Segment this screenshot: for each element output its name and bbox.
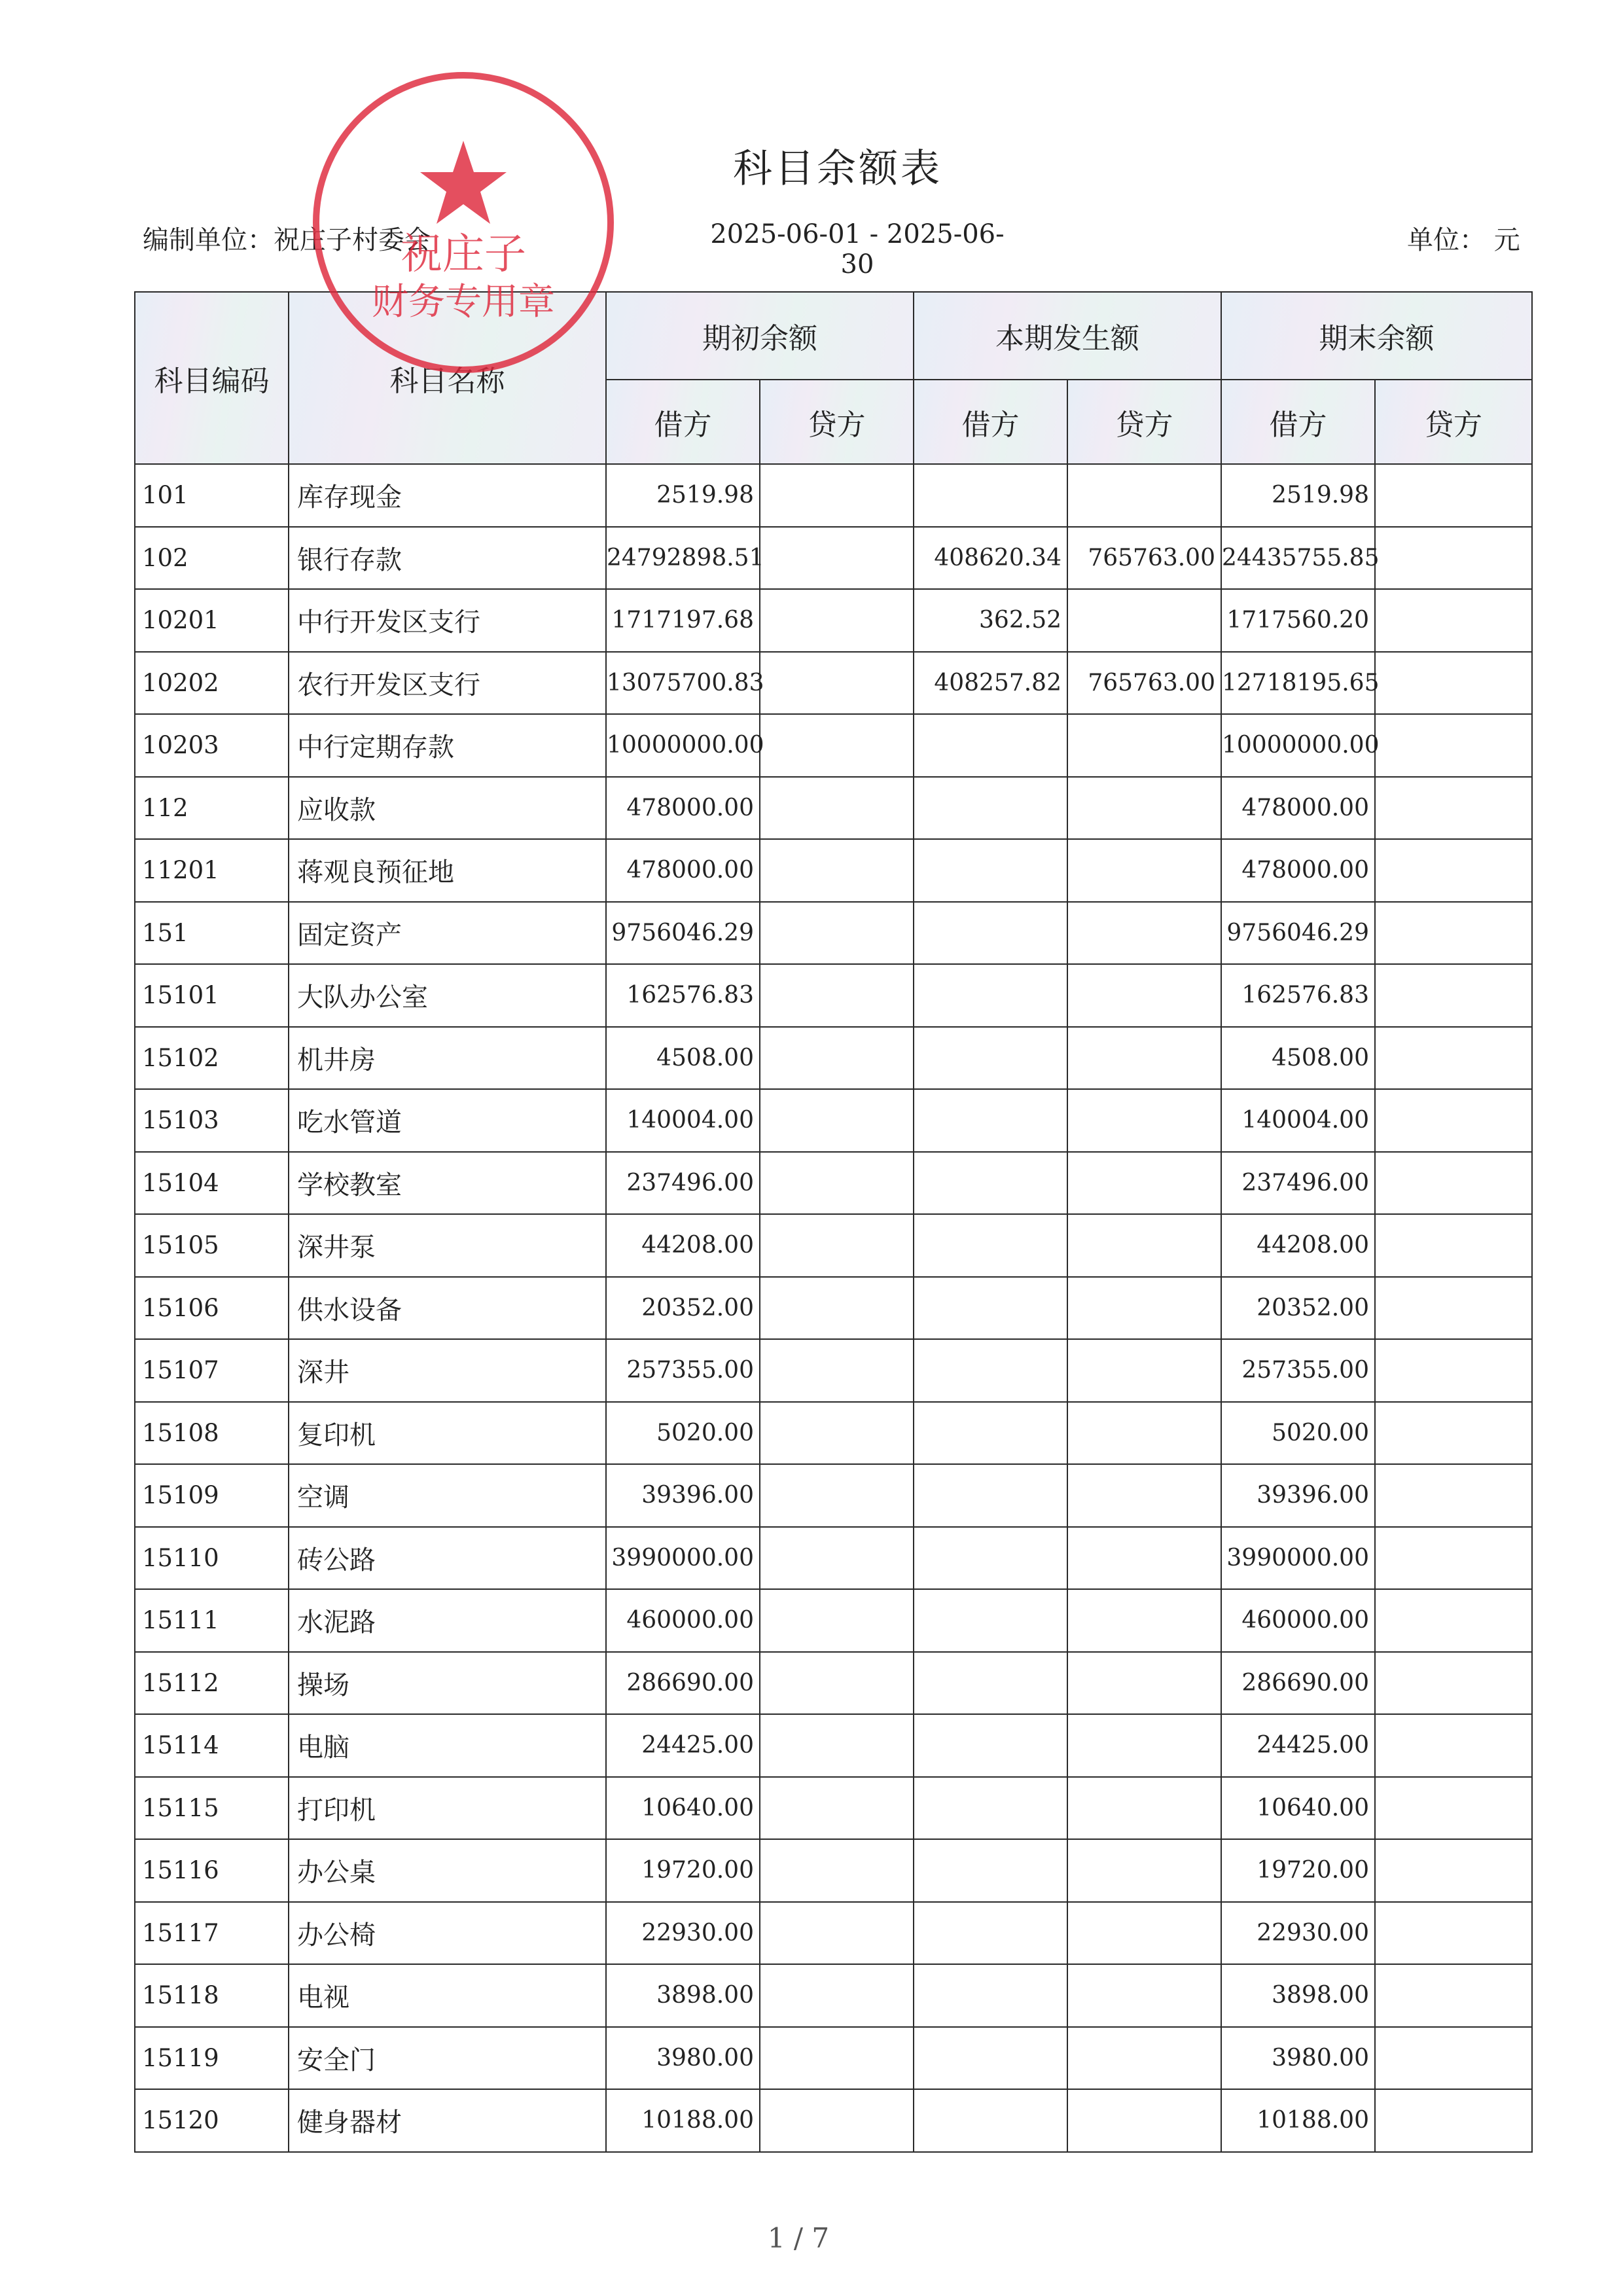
header-period-amount: 本期发生额 <box>914 292 1221 380</box>
opening-debit-cell: 478000.00 <box>606 839 760 902</box>
account-code-cell: 15105 <box>135 1214 289 1277</box>
opening-credit-cell <box>760 1589 914 1652</box>
period-debit-cell <box>914 1902 1067 1965</box>
account-name-cell: 吃水管道 <box>289 1089 606 1152</box>
opening-credit-cell <box>760 1839 914 1902</box>
opening-credit-cell <box>760 464 914 527</box>
period-credit-cell <box>1067 1277 1221 1340</box>
period-credit-cell <box>1067 777 1221 840</box>
account-name-cell: 砖公路 <box>289 1527 606 1590</box>
period-debit-cell: 408257.82 <box>914 652 1067 715</box>
period-debit-cell <box>914 2089 1067 2152</box>
account-name-cell: 深井泵 <box>289 1214 606 1277</box>
closing-credit-cell <box>1375 964 1532 1027</box>
period-credit-cell <box>1067 964 1221 1027</box>
period-debit-cell <box>914 1214 1067 1277</box>
opening-credit-cell <box>760 839 914 902</box>
header-account-name: 科目名称 <box>289 292 606 464</box>
account-name-cell: 深井 <box>289 1339 606 1402</box>
table-row <box>135 1214 1532 1277</box>
period-debit-cell <box>914 964 1067 1027</box>
period-credit-cell <box>1067 464 1221 527</box>
closing-credit-cell <box>1375 1527 1532 1590</box>
period-debit-cell <box>914 1402 1067 1465</box>
table-row <box>135 1089 1532 1152</box>
account-name-cell: 应收款 <box>289 777 606 840</box>
header-opening-debit: 借方 <box>606 380 760 464</box>
header-closing-credit: 贷方 <box>1375 380 1532 464</box>
account-code-cell: 15108 <box>135 1402 289 1465</box>
header-closing-debit: 借方 <box>1221 380 1375 464</box>
period-credit-cell <box>1067 1839 1221 1902</box>
closing-credit-cell <box>1375 1777 1532 1840</box>
closing-debit-cell: 478000.00 <box>1221 839 1375 902</box>
opening-credit-cell <box>760 2027 914 2090</box>
account-name-cell: 电视 <box>289 1964 606 2027</box>
table-row <box>135 839 1532 902</box>
period-range: 2025-06-01 - 2025-06-30 <box>710 219 1005 279</box>
period-debit-cell <box>914 777 1067 840</box>
closing-debit-cell: 460000.00 <box>1221 1589 1375 1652</box>
opening-credit-cell <box>760 527 914 590</box>
period-debit-cell <box>914 1027 1067 1090</box>
table-row <box>135 777 1532 840</box>
opening-credit-cell <box>760 714 914 777</box>
period-credit-cell <box>1067 1964 1221 2027</box>
opening-credit-cell <box>760 1027 914 1090</box>
account-code-cell: 15103 <box>135 1089 289 1152</box>
table-row <box>135 464 1532 527</box>
period-debit-cell <box>914 1589 1067 1652</box>
closing-debit-cell: 24435755.85 <box>1221 527 1375 590</box>
closing-debit-cell: 478000.00 <box>1221 777 1375 840</box>
closing-credit-cell <box>1375 589 1532 652</box>
period-credit-cell: 765763.00 <box>1067 652 1221 715</box>
period-credit-cell <box>1067 1527 1221 1590</box>
period-credit-cell <box>1067 1152 1221 1215</box>
opening-debit-cell: 24792898.51 <box>606 527 760 590</box>
period-debit-cell <box>914 1839 1067 1902</box>
balance-table <box>134 291 1533 2153</box>
period-credit-cell <box>1067 1339 1221 1402</box>
account-code-cell: 15101 <box>135 964 289 1027</box>
table-row <box>135 1027 1532 1090</box>
closing-debit-cell: 257355.00 <box>1221 1339 1375 1402</box>
opening-credit-cell <box>760 652 914 715</box>
account-name-cell: 机井房 <box>289 1027 606 1090</box>
closing-credit-cell <box>1375 1964 1532 2027</box>
opening-credit-cell <box>760 902 914 965</box>
account-code-cell: 15110 <box>135 1527 289 1590</box>
closing-debit-cell: 10000000.00 <box>1221 714 1375 777</box>
header-period-debit: 借方 <box>914 380 1067 464</box>
account-name-cell: 蒋观良预征地 <box>289 839 606 902</box>
period-credit-cell <box>1067 1402 1221 1465</box>
table-row <box>135 1589 1532 1652</box>
opening-debit-cell: 10188.00 <box>606 2089 760 2152</box>
header-account-code: 科目编码 <box>135 292 289 464</box>
table-body <box>135 464 1532 2152</box>
closing-credit-cell <box>1375 1402 1532 1465</box>
account-name-cell: 水泥路 <box>289 1589 606 1652</box>
table-row <box>135 964 1532 1027</box>
period-debit-cell <box>914 1527 1067 1590</box>
account-name-cell: 学校教室 <box>289 1152 606 1215</box>
account-code-cell: 10203 <box>135 714 289 777</box>
table-row <box>135 1902 1532 1965</box>
opening-credit-cell <box>760 1527 914 1590</box>
period-debit-cell <box>914 1152 1067 1215</box>
opening-debit-cell: 39396.00 <box>606 1464 760 1527</box>
closing-debit-cell: 10640.00 <box>1221 1777 1375 1840</box>
period-debit-cell <box>914 1777 1067 1840</box>
account-name-cell: 操场 <box>289 1652 606 1715</box>
account-name-cell: 办公桌 <box>289 1839 606 1902</box>
table-row <box>135 1464 1532 1527</box>
table-row <box>135 1402 1532 1465</box>
closing-debit-cell: 39396.00 <box>1221 1464 1375 1527</box>
period-debit-cell <box>914 839 1067 902</box>
page-indicator: 1 / 7 <box>767 2222 830 2254</box>
closing-credit-cell <box>1375 1714 1532 1777</box>
closing-credit-cell <box>1375 1339 1532 1402</box>
account-code-cell: 15119 <box>135 2027 289 2090</box>
closing-credit-cell <box>1375 1652 1532 1715</box>
opening-debit-cell: 10000000.00 <box>606 714 760 777</box>
period-debit-cell <box>914 714 1067 777</box>
period-credit-cell: 765763.00 <box>1067 527 1221 590</box>
account-name-cell: 健身器材 <box>289 2089 606 2152</box>
table-row <box>135 652 1532 715</box>
period-debit-cell <box>914 1964 1067 2027</box>
opening-debit-cell: 140004.00 <box>606 1089 760 1152</box>
opening-credit-cell <box>760 1339 914 1402</box>
opening-credit-cell <box>760 1277 914 1340</box>
opening-credit-cell <box>760 964 914 1027</box>
opening-credit-cell <box>760 1902 914 1965</box>
opening-debit-cell: 13075700.83 <box>606 652 760 715</box>
opening-debit-cell: 286690.00 <box>606 1652 760 1715</box>
opening-debit-cell: 1717197.68 <box>606 589 760 652</box>
closing-credit-cell <box>1375 1839 1532 1902</box>
period-credit-cell <box>1067 2027 1221 2090</box>
account-name-cell: 银行存款 <box>289 527 606 590</box>
account-name-cell: 库存现金 <box>289 464 606 527</box>
account-name-cell: 供水设备 <box>289 1277 606 1340</box>
period-credit-cell <box>1067 2089 1221 2152</box>
closing-credit-cell <box>1375 527 1532 590</box>
closing-credit-cell <box>1375 902 1532 965</box>
account-code-cell: 15107 <box>135 1339 289 1402</box>
seal-graphic <box>319 79 607 367</box>
table-row <box>135 2027 1532 2090</box>
period-debit-cell <box>914 1714 1067 1777</box>
closing-debit-cell: 1717560.20 <box>1221 589 1375 652</box>
closing-debit-cell: 3990000.00 <box>1221 1527 1375 1590</box>
account-code-cell: 112 <box>135 777 289 840</box>
header-opening-credit: 贷方 <box>760 380 914 464</box>
opening-credit-cell <box>760 1714 914 1777</box>
seal-purpose: 财务专用章 <box>372 281 555 323</box>
opening-credit-cell <box>760 777 914 840</box>
closing-debit-cell: 44208.00 <box>1221 1214 1375 1277</box>
opening-debit-cell: 10640.00 <box>606 1777 760 1840</box>
closing-credit-cell <box>1375 464 1532 527</box>
account-code-cell: 15109 <box>135 1464 289 1527</box>
account-code-cell: 15115 <box>135 1777 289 1840</box>
period-debit-cell <box>914 1277 1067 1340</box>
opening-debit-cell: 2519.98 <box>606 464 760 527</box>
closing-credit-cell <box>1375 777 1532 840</box>
account-name-cell: 安全门 <box>289 2027 606 2090</box>
opening-credit-cell <box>760 1464 914 1527</box>
opening-credit-cell <box>760 1152 914 1215</box>
opening-debit-cell: 257355.00 <box>606 1339 760 1402</box>
closing-debit-cell: 20352.00 <box>1221 1277 1375 1340</box>
opening-debit-cell: 478000.00 <box>606 777 760 840</box>
opening-debit-cell: 19720.00 <box>606 1839 760 1902</box>
closing-debit-cell: 19720.00 <box>1221 1839 1375 1902</box>
opening-debit-cell: 162576.83 <box>606 964 760 1027</box>
period-debit-cell: 362.52 <box>914 589 1067 652</box>
account-code-cell: 15111 <box>135 1589 289 1652</box>
period-credit-cell <box>1067 1214 1221 1277</box>
account-code-cell: 15114 <box>135 1714 289 1777</box>
account-code-cell: 15104 <box>135 1152 289 1215</box>
period-credit-cell <box>1067 902 1221 965</box>
period-debit-cell <box>914 902 1067 965</box>
account-name-cell: 农行开发区支行 <box>289 652 606 715</box>
table-row <box>135 1964 1532 2027</box>
account-code-cell: 10201 <box>135 589 289 652</box>
closing-credit-cell <box>1375 652 1532 715</box>
header-opening-balance: 期初余额 <box>606 292 914 380</box>
opening-debit-cell: 44208.00 <box>606 1214 760 1277</box>
closing-credit-cell <box>1375 1152 1532 1215</box>
opening-credit-cell <box>760 1964 914 2027</box>
opening-credit-cell <box>760 1652 914 1715</box>
opening-credit-cell <box>760 1089 914 1152</box>
table-row <box>135 527 1532 590</box>
period-credit-cell <box>1067 1902 1221 1965</box>
table-row <box>135 714 1532 777</box>
closing-debit-cell: 3898.00 <box>1221 1964 1375 2027</box>
table-row <box>135 1714 1532 1777</box>
period-credit-cell <box>1067 714 1221 777</box>
account-code-cell: 10202 <box>135 652 289 715</box>
opening-debit-cell: 460000.00 <box>606 1589 760 1652</box>
opening-debit-cell: 22930.00 <box>606 1902 760 1965</box>
finance-seal-stamp <box>313 72 614 373</box>
opening-debit-cell: 3898.00 <box>606 1964 760 2027</box>
account-code-cell: 15117 <box>135 1902 289 1965</box>
period-debit-cell: 408620.34 <box>914 527 1067 590</box>
account-name-cell: 复印机 <box>289 1402 606 1465</box>
seal-star-icon <box>420 141 507 224</box>
closing-credit-cell <box>1375 1214 1532 1277</box>
account-name-cell: 办公椅 <box>289 1902 606 1965</box>
table-row <box>135 1777 1532 1840</box>
period-credit-cell <box>1067 1464 1221 1527</box>
table-row <box>135 589 1532 652</box>
account-name-cell: 大队办公室 <box>289 964 606 1027</box>
opening-credit-cell <box>760 1402 914 1465</box>
account-name-cell: 中行定期存款 <box>289 714 606 777</box>
header-period-credit: 贷方 <box>1067 380 1221 464</box>
period-debit-cell <box>914 1339 1067 1402</box>
account-code-cell: 15116 <box>135 1839 289 1902</box>
account-name-cell: 固定资产 <box>289 902 606 965</box>
closing-credit-cell <box>1375 1089 1532 1152</box>
account-code-cell: 15118 <box>135 1964 289 2027</box>
closing-credit-cell <box>1375 2089 1532 2152</box>
account-code-cell: 15120 <box>135 2089 289 2152</box>
closing-credit-cell <box>1375 1902 1532 1965</box>
closing-debit-cell: 140004.00 <box>1221 1089 1375 1152</box>
period-credit-cell <box>1067 839 1221 902</box>
closing-debit-cell: 4508.00 <box>1221 1027 1375 1090</box>
table-row <box>135 1152 1532 1215</box>
period-credit-cell <box>1067 1589 1221 1652</box>
table-row <box>135 2089 1532 2152</box>
opening-debit-cell: 5020.00 <box>606 1402 760 1465</box>
period-credit-cell <box>1067 1777 1221 1840</box>
opening-debit-cell: 3980.00 <box>606 2027 760 2090</box>
closing-credit-cell <box>1375 1027 1532 1090</box>
period-debit-cell <box>914 1652 1067 1715</box>
account-name-cell: 电脑 <box>289 1714 606 1777</box>
account-code-cell: 15112 <box>135 1652 289 1715</box>
table-row <box>135 1277 1532 1340</box>
table-row <box>135 1839 1532 1902</box>
closing-credit-cell <box>1375 1589 1532 1652</box>
period-debit-cell <box>914 1464 1067 1527</box>
closing-debit-cell: 3980.00 <box>1221 2027 1375 2090</box>
period-credit-cell <box>1067 1714 1221 1777</box>
opening-credit-cell <box>760 1214 914 1277</box>
account-code-cell: 15106 <box>135 1277 289 1340</box>
account-name-cell: 中行开发区支行 <box>289 589 606 652</box>
closing-credit-cell <box>1375 1464 1532 1527</box>
closing-credit-cell <box>1375 2027 1532 2090</box>
opening-debit-cell: 237496.00 <box>606 1152 760 1215</box>
closing-credit-cell <box>1375 714 1532 777</box>
opening-credit-cell <box>760 1777 914 1840</box>
account-code-cell: 102 <box>135 527 289 590</box>
closing-debit-cell: 12718195.65 <box>1221 652 1375 715</box>
period-credit-cell <box>1067 1027 1221 1090</box>
closing-debit-cell: 22930.00 <box>1221 1902 1375 1965</box>
table-row <box>135 1339 1532 1402</box>
opening-credit-cell <box>760 589 914 652</box>
table-row <box>135 902 1532 965</box>
closing-debit-cell: 10188.00 <box>1221 2089 1375 2152</box>
opening-debit-cell: 3990000.00 <box>606 1527 760 1590</box>
header-closing-balance: 期末余额 <box>1221 292 1532 380</box>
organization-label: 编制单位：祝庄子村委会 <box>143 225 431 255</box>
closing-debit-cell: 2519.98 <box>1221 464 1375 527</box>
account-name-cell: 打印机 <box>289 1777 606 1840</box>
account-code-cell: 151 <box>135 902 289 965</box>
account-code-cell: 101 <box>135 464 289 527</box>
closing-debit-cell: 24425.00 <box>1221 1714 1375 1777</box>
closing-credit-cell <box>1375 839 1532 902</box>
opening-debit-cell: 20352.00 <box>606 1277 760 1340</box>
closing-debit-cell: 9756046.29 <box>1221 902 1375 965</box>
period-debit-cell <box>914 1089 1067 1152</box>
account-name-cell: 空调 <box>289 1464 606 1527</box>
table-row <box>135 1527 1532 1590</box>
period-debit-cell <box>914 464 1067 527</box>
report-title: 科目余额表 <box>733 146 942 192</box>
closing-debit-cell: 5020.00 <box>1221 1402 1375 1465</box>
opening-debit-cell: 24425.00 <box>606 1714 760 1777</box>
account-code-cell: 11201 <box>135 839 289 902</box>
closing-debit-cell: 162576.83 <box>1221 964 1375 1027</box>
account-code-cell: 15102 <box>135 1027 289 1090</box>
currency-unit: 单位： 元 <box>1407 225 1520 255</box>
opening-debit-cell: 4508.00 <box>606 1027 760 1090</box>
closing-debit-cell: 286690.00 <box>1221 1652 1375 1715</box>
closing-debit-cell: 237496.00 <box>1221 1152 1375 1215</box>
seal-village-name: 祝庄子 <box>401 230 526 279</box>
period-credit-cell <box>1067 1089 1221 1152</box>
period-credit-cell <box>1067 1652 1221 1715</box>
period-credit-cell <box>1067 589 1221 652</box>
period-debit-cell <box>914 2027 1067 2090</box>
opening-debit-cell: 9756046.29 <box>606 902 760 965</box>
closing-credit-cell <box>1375 1277 1532 1340</box>
opening-credit-cell <box>760 2089 914 2152</box>
table-row <box>135 1652 1532 1715</box>
